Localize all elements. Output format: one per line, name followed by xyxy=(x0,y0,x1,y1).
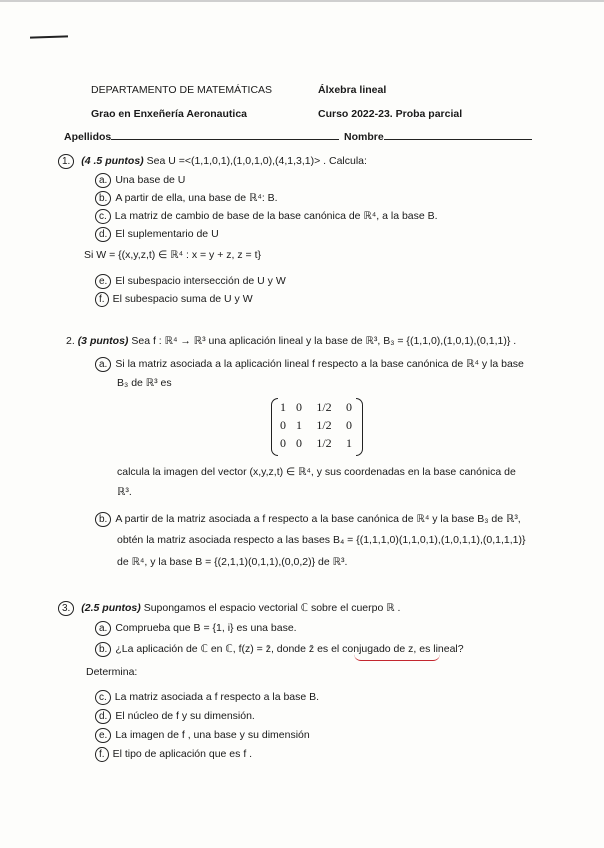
q3-determine: Determina: xyxy=(86,666,138,678)
q3-label-f: f. xyxy=(95,747,109,762)
q1-item-c xyxy=(95,209,438,224)
m11: 1 xyxy=(280,400,286,414)
q3-item-c xyxy=(95,690,319,705)
q1-item-f xyxy=(95,292,253,307)
department: DEPARTAMENTO DE MATEMÁTICAS xyxy=(91,84,273,96)
name-field[interactable] xyxy=(344,130,532,143)
m13: 1/2 xyxy=(316,400,332,414)
q3-text-d: El núcleo de f y su dimensión. xyxy=(115,710,255,722)
surname-line[interactable] xyxy=(111,130,339,140)
q1-label-e: e. xyxy=(95,274,111,289)
m31: 0 xyxy=(280,436,286,450)
q1-text-d: El suplementario de U xyxy=(115,228,219,240)
m12: 0 xyxy=(296,400,302,414)
q1-statement: Sea U =<(1,1,0,1),(1,0,1,0),(4,1,3,1)> . Calcula: xyxy=(146,155,367,167)
m24: 0 xyxy=(346,418,352,432)
q3-heading xyxy=(58,601,400,616)
q1-heading xyxy=(58,154,367,169)
q3-label-c: c. xyxy=(95,690,111,705)
q1-item-a xyxy=(95,173,185,188)
q1-label-a: a. xyxy=(95,173,111,188)
q3-item-f xyxy=(95,747,252,762)
q3-label-d: d. xyxy=(95,709,111,724)
q3-text-e: La imagen de f , una base y su dimensión xyxy=(115,729,310,741)
q1-label-c: c. xyxy=(95,209,111,224)
q3-text-c: La matriz asociada a f respecto a la base B. xyxy=(114,691,320,703)
q1-text-c: La matriz de cambio de base de la base canónica de ℝ⁴, a la base B. xyxy=(114,210,438,222)
q2-heading xyxy=(66,335,516,347)
q2-b-text1: A partir de la matriz asociada a f respecto a la base canónica de ℝ⁴ y la base B₃ de ℝ³, xyxy=(115,513,521,525)
m21: 0 xyxy=(280,418,286,432)
q1-text-b: A partir de ella, una base de ℝ⁴: B. xyxy=(115,192,278,204)
surname-field[interactable] xyxy=(64,130,339,143)
q1-w-definition: Si W = {(x,y,z,t) ∈ ℝ⁴ : x = y + z, z = t} xyxy=(84,249,261,261)
pen-dash-mark xyxy=(30,35,68,38)
surname-label: Apellidos xyxy=(64,131,112,143)
q2-a-text1: Si la matriz asociada a la aplicación lineal f respecto a la base canónica de ℝ⁴ y la base xyxy=(115,358,524,370)
q3-number: 3. xyxy=(58,601,74,616)
q1-label-f: f. xyxy=(95,292,109,307)
q1-text-e: El subespacio intersección de U y W xyxy=(115,275,286,287)
m34: 1 xyxy=(346,436,352,450)
q3-item-e xyxy=(95,728,310,743)
q3-statement: Supongamos el espacio vectorial ℂ sobre el cuerpo ℝ . xyxy=(143,602,401,614)
q3-item-d xyxy=(95,709,255,724)
q1-item-e xyxy=(95,274,286,289)
q3-points: (2.5 puntos) xyxy=(81,602,141,614)
subject: Álxebra lineal xyxy=(318,84,387,96)
q2-matrix xyxy=(275,398,359,456)
q2-a-text3: calcula la imagen del vector (x,y,z,t) ∈ ℝ⁴, y sus coordenadas en la base canónica de xyxy=(117,466,516,478)
q2-label-b: b. xyxy=(95,512,111,527)
q1-number: 1. xyxy=(58,154,74,169)
q1-text-f: El subespacio suma de U y W xyxy=(112,293,253,305)
m32: 0 xyxy=(296,436,302,450)
q3-label-a: a. xyxy=(95,621,111,636)
q3-text-a: Comprueba que B = {1, i} es una base. xyxy=(115,622,297,634)
m23: 1/2 xyxy=(316,418,332,432)
q2-item-a-line1 xyxy=(95,357,524,372)
q1-text-a: Una base de U xyxy=(115,174,186,186)
q1-label-d: d. xyxy=(95,227,111,242)
top-edge xyxy=(0,0,604,2)
q2-statement: Sea f : ℝ⁴ → ℝ³ una aplicación lineal y la base de ℝ³, B₃ = {(1,1,0),(1,0,1),(0,1,1)} . xyxy=(131,335,517,347)
q3-label-b: b. xyxy=(95,642,111,657)
m22: 1 xyxy=(296,418,302,432)
q1-item-d xyxy=(95,227,219,242)
q1-item-b xyxy=(95,191,278,206)
degree: Grao en Enxeñería Aeronautica xyxy=(91,108,247,120)
name-label: Nombre xyxy=(344,131,384,143)
q3-text-f: El tipo de aplicación que es f . xyxy=(112,748,253,760)
q3-text-b: ¿La aplicación de ℂ en ℂ, f(z) = z̄, donde z̄ es el conjugado de z, es lineal? xyxy=(115,643,464,655)
red-underline-annotation xyxy=(354,654,440,661)
q2-a-text2: B₃ de ℝ³ es xyxy=(117,377,172,389)
m33: 1/2 xyxy=(316,436,332,450)
q2-b-text2: obtén la matriz asociada respecto a las bases B₄ = {(1,1,1,0)(1,1,0,1),(1,0,1,1),(0,1,1,1)} xyxy=(117,534,526,546)
m14: 0 xyxy=(346,400,352,414)
q2-number: 2. xyxy=(66,335,75,347)
q3-item-a xyxy=(95,621,297,636)
q2-points: (3 puntos) xyxy=(77,335,129,347)
q1-points: (4 .5 puntos) xyxy=(81,155,144,167)
matrix-right-paren xyxy=(356,398,363,456)
q2-label-a: a. xyxy=(95,357,111,372)
q2-b-text3: de ℝ⁴, y la base B = {(2,1,1)(0,1,1),(0,0,2)} de ℝ³. xyxy=(117,556,348,568)
q3-label-e: e. xyxy=(95,728,111,743)
name-line[interactable] xyxy=(384,130,532,140)
q2-item-b-line1 xyxy=(95,512,521,527)
q1-label-b: b. xyxy=(95,191,111,206)
q2-a-text4: ℝ³. xyxy=(117,486,132,498)
course: Curso 2022-23. Proba parcial xyxy=(318,108,463,120)
